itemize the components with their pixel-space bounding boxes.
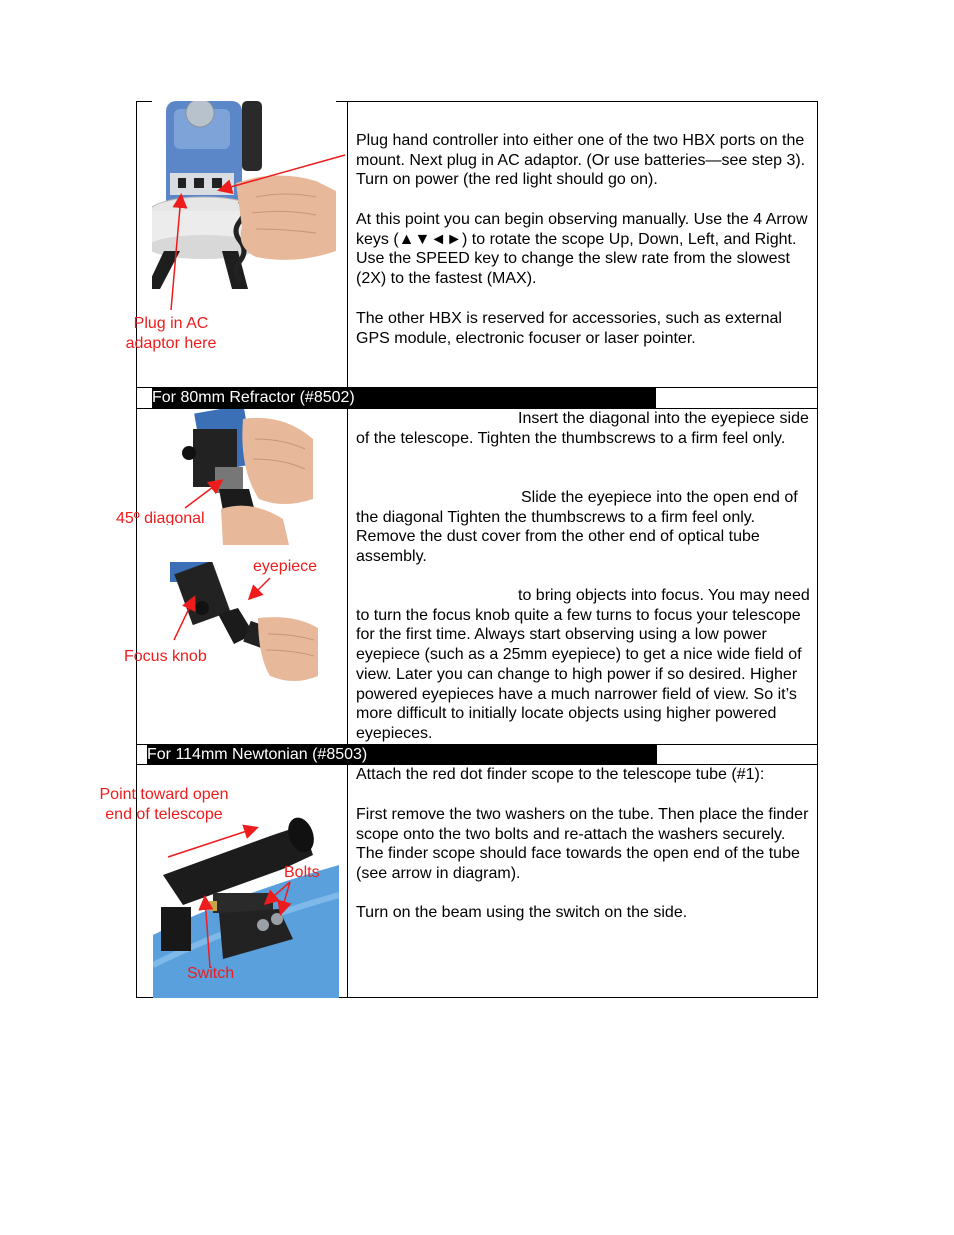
focus-knob-label: Focus knob	[124, 648, 207, 665]
point-toward-label: Point toward open end of telescope	[99, 786, 229, 823]
newtonian-paragraph-3: Turn on the beam using the switch on the side.	[356, 904, 688, 921]
refractor-paragraph-2: Slide the eyepiece into the open end of the diagonal Tighten the thumbscrews to a firm feel only. Remove the dust cover from the other end of optical tube assembly.	[356, 489, 798, 566]
refractor-header: For 80mm Refractor (#8502)	[152, 388, 656, 408]
bolts-label: Bolts	[284, 864, 320, 881]
step1-paragraph-2: At this point you can begin observing manually. Use the 4 Arrow keys (▲▼◄►) to rotate the scope Up, Down, Left, and Right. Use the SPEED key to change the slew rate from the slowest (2X) to the fastest (MAX).	[356, 211, 808, 288]
step1-paragraph-3: The other HBX is reserved for accessories, such as external GPS module, electronic focuser or laser pointer.	[356, 310, 782, 347]
step1-paragraph-1: Plug hand controller into either one of the two HBX ports on the mount. Next plug in AC adaptor. (Or use batteries—see step 3). Turn on power (the red light should go on).	[356, 132, 806, 189]
newtonian-header: For 114mm Newtonian (#8503)	[147, 745, 657, 764]
refractor-paragraph-1: Insert the diagonal into the eyepiece side of the telescope. Tighten the thumbscrews to a firm feel only.	[356, 410, 809, 447]
refractor-paragraph-3: to bring objects into focus. You may need to turn the focus knob quite a few turns to focus your telescope for the first time. Always start observing using a low power eyepiece (such as a 25mm eyepiece) to get a nice wide field of view. Later you can change to high power if so desired. Higher powered eyepieces have a much narrower field of view. So it’s more difficult to initially locate objects using higher powered eyepieces.	[356, 587, 810, 742]
switch-label: Switch	[187, 965, 235, 982]
plug-label: Plug in AC adaptor here	[125, 315, 217, 352]
newtonian-paragraph-2: First remove the two washers on the tube. Then place the finder scope onto the two bolts and re-attach the washers securely. The finder scope should face towards the open end of the tube (see arrow in diagram).	[356, 806, 809, 883]
eyepiece-label: eyepiece	[253, 558, 318, 575]
diagonal-label: 45º diagonal	[116, 510, 205, 525]
newtonian-paragraph-1: Attach the red dot finder scope to the telescope tube (#1):	[356, 766, 765, 783]
